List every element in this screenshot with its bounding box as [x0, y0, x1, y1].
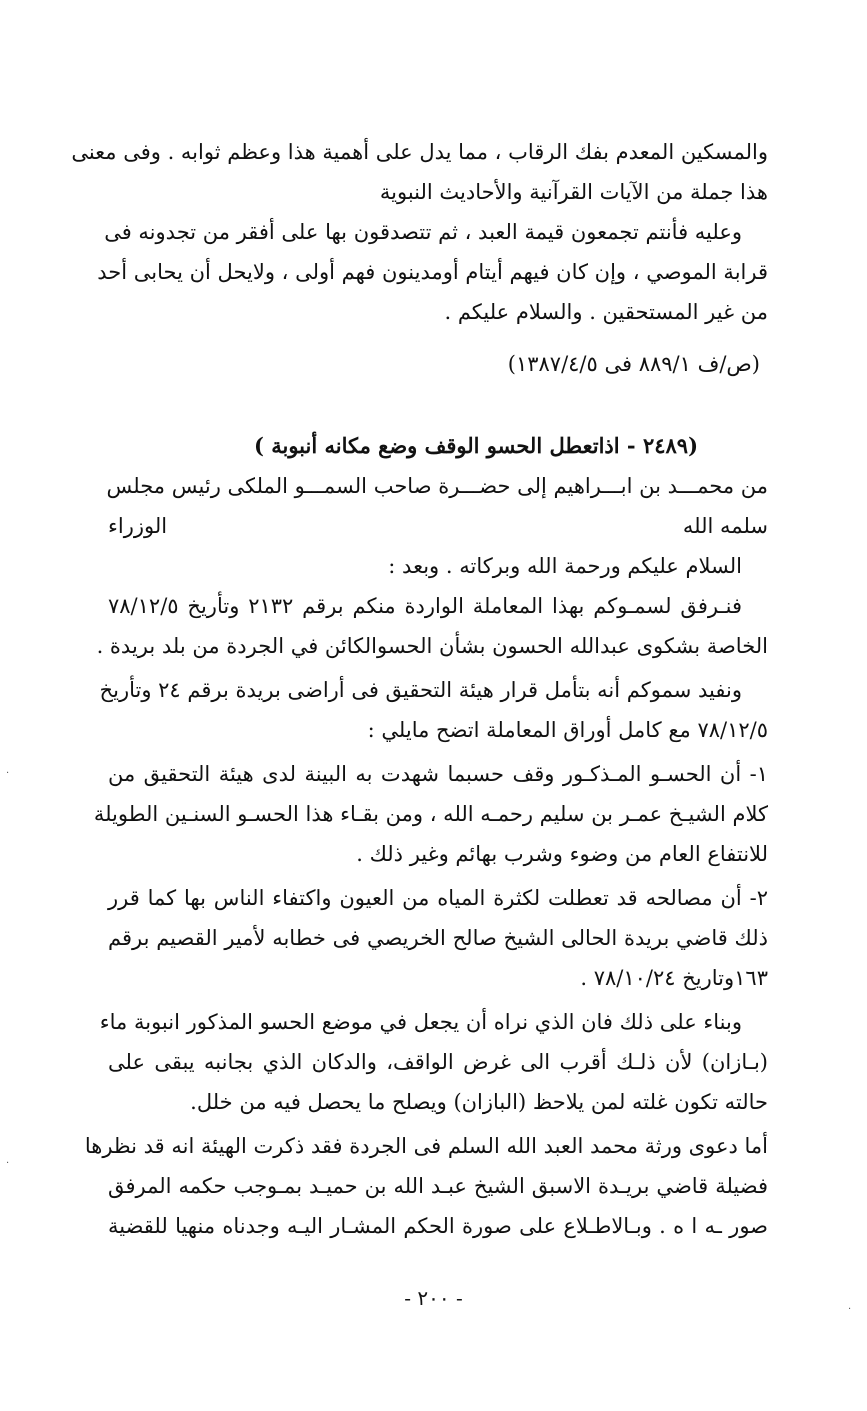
text-line: ١- أن الحسـو المـذكـور وقف حسبما شهدت به البينة لدى هيئة التحقيق من	[108, 762, 768, 786]
text-line: فضيلة قاضي بريـدة الاسبق الشيخ عبـد الله بن حميـد بمـوجب حكمه المرفق	[108, 1174, 768, 1198]
paragraph-2	[97, 212, 768, 332]
sender-line	[108, 466, 768, 506]
text-line: حالته تكون غلته لمن يلاحظ (البازان) ويصلح ما يحصل فيه من خلل.	[190, 1090, 768, 1114]
text-line: السلام عليكم ورحمة الله وبركاته . وبعد :	[388, 554, 742, 578]
text-line: كلام الشيـخ عمـر بن سليم رحمـه الله ، ومن بقـاء هذا الحسـو السنـين الطويلة	[93, 802, 768, 826]
text-line: من غير المستحقين . والسلام عليكم .	[444, 300, 768, 324]
paragraph-3	[96, 586, 768, 666]
text-line: فنـرفق لسمـوكم بهذا المعاملة الواردة منكم برقم ٢١٣٢ وتأريخ ٧٨/١٢/٥	[108, 594, 743, 618]
paragraph-1	[71, 132, 768, 212]
text-line: (بـازان) لأن ذلـك أقرب الى غرض الواقف، والدكان الذي بجانبه يبقى على	[108, 1050, 768, 1074]
addressee-ministers: الوزراء	[108, 514, 168, 538]
document-body	[71, 132, 768, 1246]
text-line: ١٦٣وتاريخ ٧٨/١٠/٢٤ .	[580, 966, 768, 990]
reference-text: (ص/ف ٨٨٩/١ فى ١٣٨٧/٤/٥)	[507, 352, 760, 376]
paragraph-7	[99, 1002, 768, 1122]
text-line: الخاصة بشكوى عبدالله الحسون بشأن الحسوالكائن في الجردة من بلد بريدة .	[96, 634, 768, 658]
text-line: والمسكين المعدم بفك الرقاب ، مما يدل على أهمية هذا وعظم ثوابه . وفى معنى	[71, 140, 768, 164]
text-line: هذا جملة من الآيات القرآنية والأحاديث النبوية	[379, 180, 768, 204]
text-line: من محمـــد بن ابـــراهيم إلى حضـــرة صاحب السمـــو الملكى رئيس مجلس	[106, 474, 768, 498]
margin-tick: ·	[6, 1158, 10, 1169]
text-line: وعليه فأنتم تجمعون قيمة العبد ، ثم تتصدقون بها على أفقر من تجدونه فى	[104, 220, 742, 244]
section-heading	[108, 426, 768, 466]
margin-tick: ·	[848, 1304, 852, 1315]
addressee-line	[108, 506, 768, 546]
paragraph-5	[93, 754, 768, 874]
heading-text: (٢٤٨٩ - اذاتعطل الحسو الوقف وضع مكانه أنبوبة )	[253, 433, 698, 458]
text-line: ٧٨/١٢/٥ مع كامل أوراق المعاملة اتضح مايلي :	[367, 718, 768, 742]
reference-note	[108, 344, 768, 384]
text-line: صور ـه ا ه . وبـالاطـلاع على صورة الحكم المشـار اليـه وجدناه منهيا للقضية	[108, 1214, 768, 1238]
text-line: للانتفاع العام من وضوء وشرب بهائم وغير ذلك .	[356, 842, 768, 866]
text-line: ونفيد سموكم أنه بتأمل قرار هيئة التحقيق فى أراضى بريدة برقم ٢٤ وتأريخ	[99, 678, 742, 702]
text-line: ذلك قاضي بريدة الحالى الشيخ صالح الخريصي فى خطابه لأمير القصيم برقم	[108, 926, 768, 950]
paragraph-8	[84, 1126, 768, 1246]
page-number: - ٢٠٠ -	[404, 1286, 463, 1310]
text-line: قرابة الموصي ، وإن كان فيهم أيتام أومدينون فهم أولى ، ولايحل أن يحابى أحد	[97, 260, 768, 284]
text-line: وبناء على ذلك فان الذي نراه أن يجعل في موضع الحسو المذكور انبوبة ماء	[99, 1010, 742, 1034]
text-line: أما دعوى ورثة محمد العبد الله السلم فى الجردة فقد ذكرت الهيئة انه قد نظرها	[84, 1134, 768, 1158]
greeting	[108, 546, 768, 586]
addressee-blessing: سلمه الله	[682, 514, 768, 538]
paragraph-4	[99, 670, 768, 750]
paragraph-6	[108, 878, 768, 998]
margin-tick: ·	[6, 768, 10, 779]
text-line: ٢- أن مصالحه قد تعطلت لكثرة المياه من العيون واكتفاء الناس بها كما قرر	[108, 886, 768, 910]
